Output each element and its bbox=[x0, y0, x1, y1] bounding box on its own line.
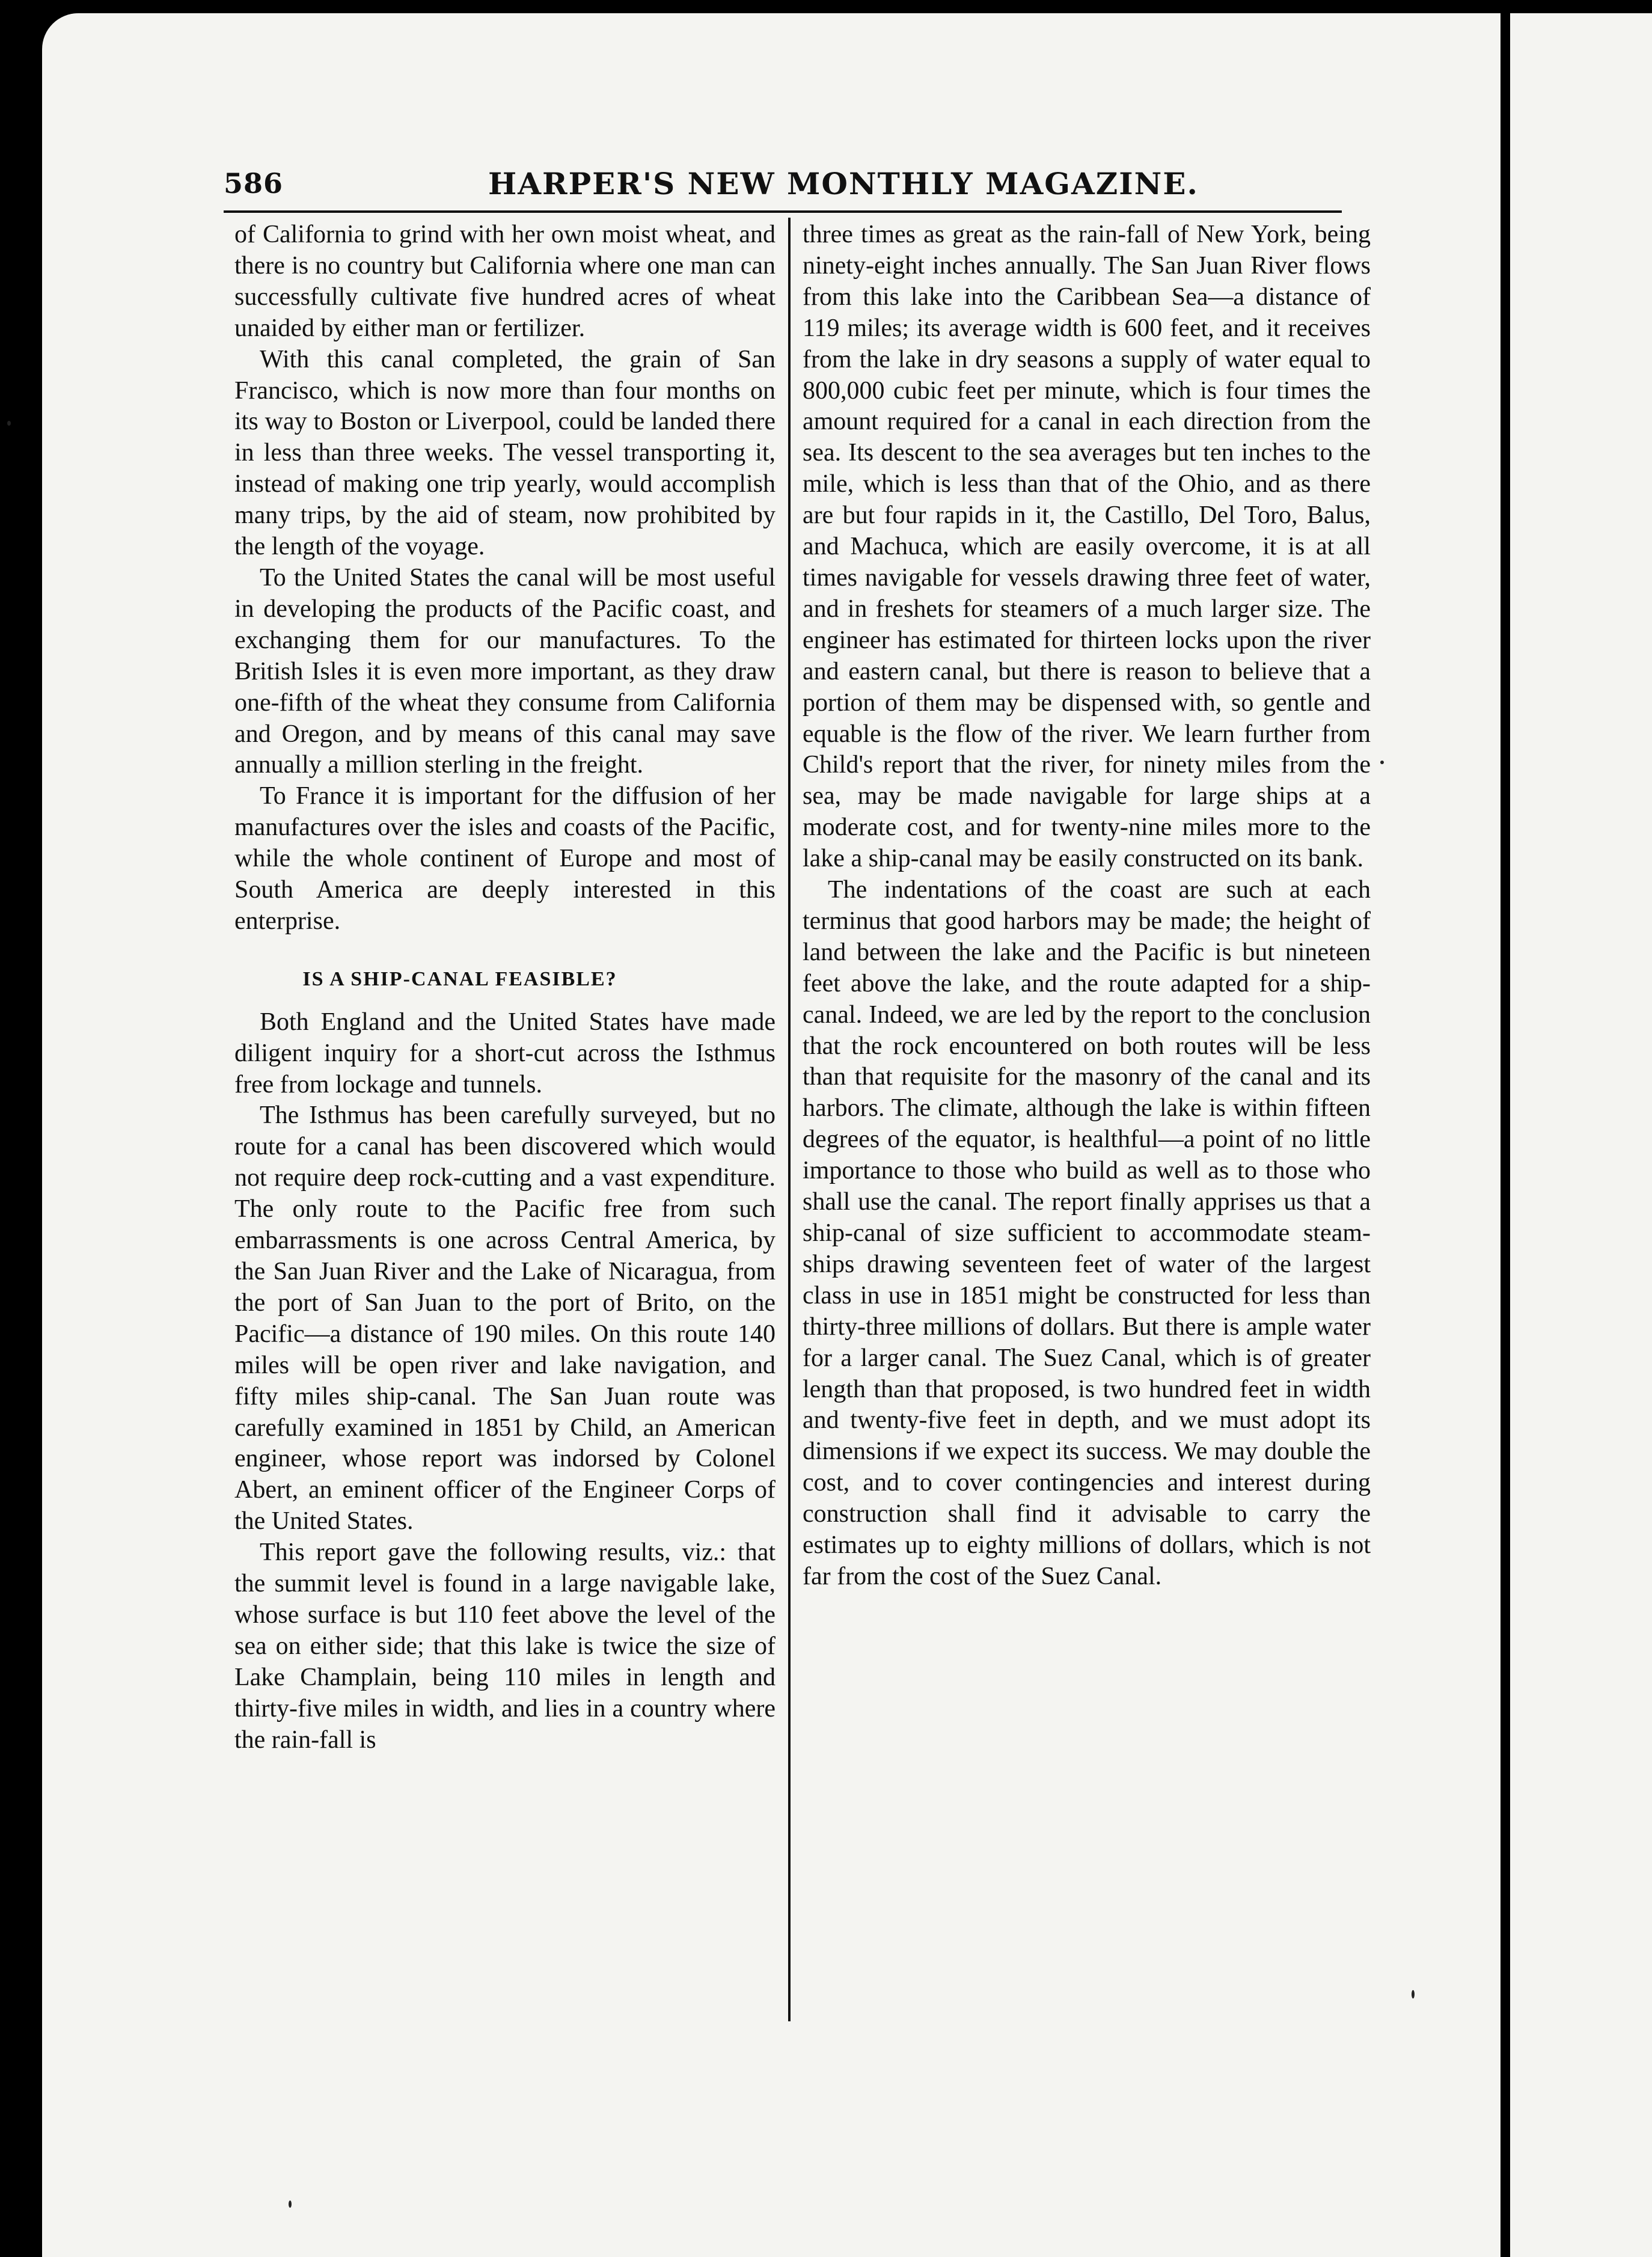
paragraph: The indentations of the coast are such at each terminus that good harbors may be made; the height of land between the lake and the Pacific is but nineteen feet above the lake, and the route adapted for a ship-canal. Indeed, we are led by the report to the conclusion that the rock encountered on both routes will be less than that requisite for the masonry of the canal and its harbors. The climate, although the lake is within fifteen degrees of the equator, is healthful—a point of no little importance to those who build as well as to those who shall use the canal. The report finally apprises us that a ship-canal of size sufficient to accommodate steam-ships drawing seventeen feet of water of the largest class in use in 1851 might be constructed for less than thirty-three millions of dollars. But there is ample water for a larger canal. The Suez Canal, which is of greater length than that proposed, is two hundred feet in width and twenty-five feet in depth, and we must adopt its dimensions if we expect its success. We may double the cost, and to cover contingencies and interest during construction shall find it advisable to carry the estimates up to eighty millions of dollars, which is not far from the cost of the Suez Canal. bbox=[803, 876, 1371, 1590]
left-column bbox=[234, 219, 776, 1756]
page-number: 586 bbox=[224, 167, 284, 200]
right-column bbox=[803, 219, 1371, 1593]
paragraph: three times as great as the rain-fall of New York, being ninety-eight inches annually. The San Juan River flows from this lake into the Caribbean Sea—a distance of 119 miles; its average width is 600 feet, and it receives from the lake in dry seasons a supply of water equal to 800,000 cubic feet per minute, which is four times the amount required for a canal in each direction from the sea. Its descent to the sea averages but ten inches to the mile, which is less than that of the Ohio, and as there are but four rapids in it, the Castillo, Del Toro, Balus, and Machuca, which are easily overcome, it is at all times navigable for vessels drawing three feet of water, and in freshets for steamers of a much larger size. The engineer has estimated for thirteen locks upon the river and eastern canal, but there is reason to believe that a portion of them may be dispensed with, so gentle and equable is the flow of the river. We learn further from Child's report that the river, for ninety miles from the sea, may be made navigable for large ships at a moderate cost, and for twenty-nine miles more to the lake a ship-canal may be easily constructed on its bank. bbox=[803, 221, 1371, 873]
paragraph: This report gave the following results, viz.: that the summit level is found in a large navigable lake, whose surface is but 110 feet above the level of the sea on either side; that this lake is twice the size of Lake Champlain, being 110 miles in length and thirty-five miles in width, and lies in a country where the rain-fall is bbox=[234, 1539, 776, 1754]
scan-speck bbox=[1380, 761, 1384, 764]
paragraph: of California to grind with her own moist wheat, and there is no country but California where one man can successfully cultivate five hundred acres of wheat unaided by either man or fertilizer. bbox=[234, 221, 776, 342]
scan-speck bbox=[1412, 1990, 1415, 1998]
paragraph: The Isthmus has been carefully surveyed, but no route for a canal has been discovered which would not require deep rock-cutting and a vast expenditure. The only route to the Pacific free from such embarrassments is one across Central America, by the San Juan River and the Lake of Nicaragua, from the port of San Juan to the port of Brito, on the Pacific—a distance of 190 miles. On this route 140 miles will be open river and lake navigation, and fifty miles ship-canal. The San Juan route was carefully examined in 1851 by Child, an American engineer, whose report was indorsed by Colonel Abert, an eminent officer of the Engineer Corps of the United States. bbox=[234, 1101, 776, 1536]
header-rule bbox=[224, 210, 1342, 213]
paragraph: With this canal completed, the grain of San Francisco, which is now more than four months on its way to Boston or Liverpool, could be landed there in less than three weeks. The vessel transporting it, instead of making one trip yearly, would accomplish many trips, by the aid of steam, now prohibited by the length of the voyage. bbox=[234, 345, 776, 561]
paragraph: Both England and the United States have made diligent inquiry for a short-cut across the Isthmus free from lockage and tunnels. bbox=[234, 1008, 776, 1098]
column-rule bbox=[788, 218, 791, 2021]
paragraph: To the United States the canal will be most useful in developing the products of the Pacific coast, and exchanging them for our manufactures. To the British Isles it is even more important, as they draw one-fifth of the wheat they consume from California and Oregon, and by means of this canal may save annually a million sterling in the freight. bbox=[234, 563, 776, 779]
adjacent-page-edge bbox=[1510, 13, 1652, 2257]
scan-speck bbox=[7, 421, 11, 426]
scan-speck bbox=[289, 2200, 292, 2208]
paragraph: To France it is important for the diffusion of her manufactures over the isles and coasts of the Pacific, while the whole continent of Europe and most of South America are deeply interested in this enterprise. bbox=[234, 782, 776, 935]
section-heading: IS A SHIP-CANAL FEASIBLE? bbox=[302, 967, 617, 990]
running-head: HARPER'S NEW MONTHLY MAGAZINE. bbox=[488, 166, 1199, 201]
page-header bbox=[224, 161, 1342, 209]
